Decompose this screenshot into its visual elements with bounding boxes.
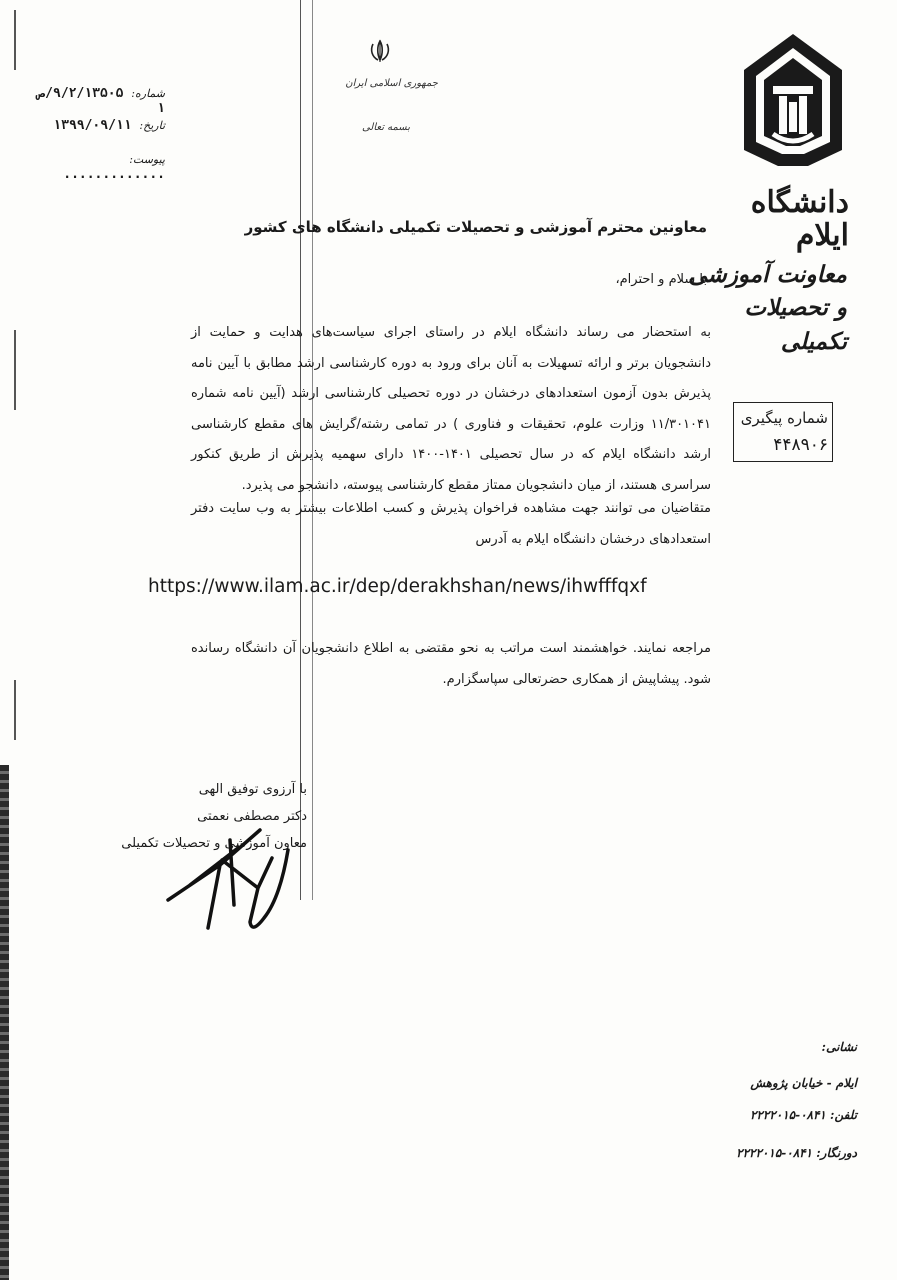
invocation-text: بسمه تعالی: [361, 122, 410, 133]
body-paragraph-3: مراجعه نمایند. خواهشمند است مراتب به نحو مقتضی به اطلاع دانشجویان آن دانشگاه رسانده شود. پیشاپیش از همکاری حضرتعالی سپاسگزارم.: [191, 641, 711, 687]
iran-emblem-icon: [367, 38, 393, 64]
phone-line: [717, 1108, 857, 1122]
letter-attachment-value: .............: [63, 167, 165, 182]
greeting-line: با سلام و احترام،: [615, 272, 707, 287]
letter-attachment: [25, 152, 165, 182]
letter-attachment-label: پیوست:: [129, 153, 165, 166]
body-paragraph-1: به استحضار می رساند دانشگاه ایلام در راستای اجرای سیاست‌های هدایت و حمایت از دانشجویان برتر و ارائه تسهیلات به آنان برای ورود به دوره کارشناسی ارشد مطابق با آیین نامه پذیرش بدون آزمون استعدادهای درخشان در دوره تحصیلی کارشناسی ارشد (آیین نامه شماره ۱۱/۳۰۱۰۴۱ وزارت علوم، تحقیقات و فناوری ) در تمامی رشته/گرایش های مقطع کارشناسی ارشد دانشگاه ایلام که در سال تحصیلی ۱۴۰۱-۱۴۰۰ دارای سهمیه پذیرش از طریق کنکور سراسری هستند، از میان دانشجویان ممتاز مقطع کارشناسی پیوسته، دانشجو می پذیرد.: [191, 325, 711, 493]
phone-value: ۰۸۴۱-۲۲۲۲۰۱۵: [749, 1108, 826, 1122]
fax-line: [707, 1146, 857, 1160]
letter-date-value: ۱۳۹۹/۰۹/۱۱: [53, 118, 132, 133]
scan-edge-tick: [14, 10, 16, 70]
fax-value: ۰۸۴۱-۲۲۲۲۰۱۵: [736, 1146, 813, 1160]
body-paragraph-2: متقاضیان می توانند جهت مشاهده فراخوان پذیرش و کسب اطلاعات بیشتر به وب سایت دفتر استعدادهای درخشان دانشگاه ایلام به آدرس: [191, 501, 711, 547]
tracking-label: شماره پیگیری: [740, 409, 828, 427]
signatory-title: معاون آموزشی و تحصیلات تکمیلی: [121, 836, 307, 851]
letter-number-label: شماره:: [131, 87, 165, 100]
signature-closing: با آرزوی توفیق الهی: [198, 782, 307, 797]
address-value: ایلام - خیابان پژوهش: [750, 1076, 857, 1090]
scan-edge-tick: [14, 330, 16, 410]
fax-label: دورنگار:: [816, 1146, 857, 1160]
university-name: دانشگاه ایلام: [750, 185, 849, 253]
republic-text: جمهوری اسلامی ایران: [345, 78, 438, 89]
signatory-name: دکتر مصطفی نعمتی: [197, 809, 307, 824]
website-link[interactable]: https://www.ilam.ac.ir/dep/derakhshan/news/ihwfffqxf: [148, 576, 647, 597]
university-logo: [738, 30, 848, 170]
handwritten-signature: [160, 810, 320, 935]
scan-edge-bar: [0, 765, 9, 1280]
tracking-box: [733, 402, 833, 462]
address-label: نشانی:: [821, 1040, 857, 1054]
letter-date-label: تاریخ:: [139, 119, 165, 132]
letter-date: [25, 118, 165, 133]
tracking-number: ۴۴۸۹۰۶: [773, 435, 828, 455]
letter-number-value: ۹/۲/۱۳۵۰۵/ص ۱: [37, 86, 165, 116]
phone-label: تلفن:: [830, 1108, 857, 1122]
letter-number: [25, 86, 165, 116]
recipient-line: معاونین محترم آموزشی و تحصیلات تکمیلی دانشگاه های کشور: [244, 218, 707, 236]
scan-edge-tick: [14, 680, 16, 740]
department-name: معاونت آموزشی و تحصیلات تکمیلی: [688, 261, 847, 355]
